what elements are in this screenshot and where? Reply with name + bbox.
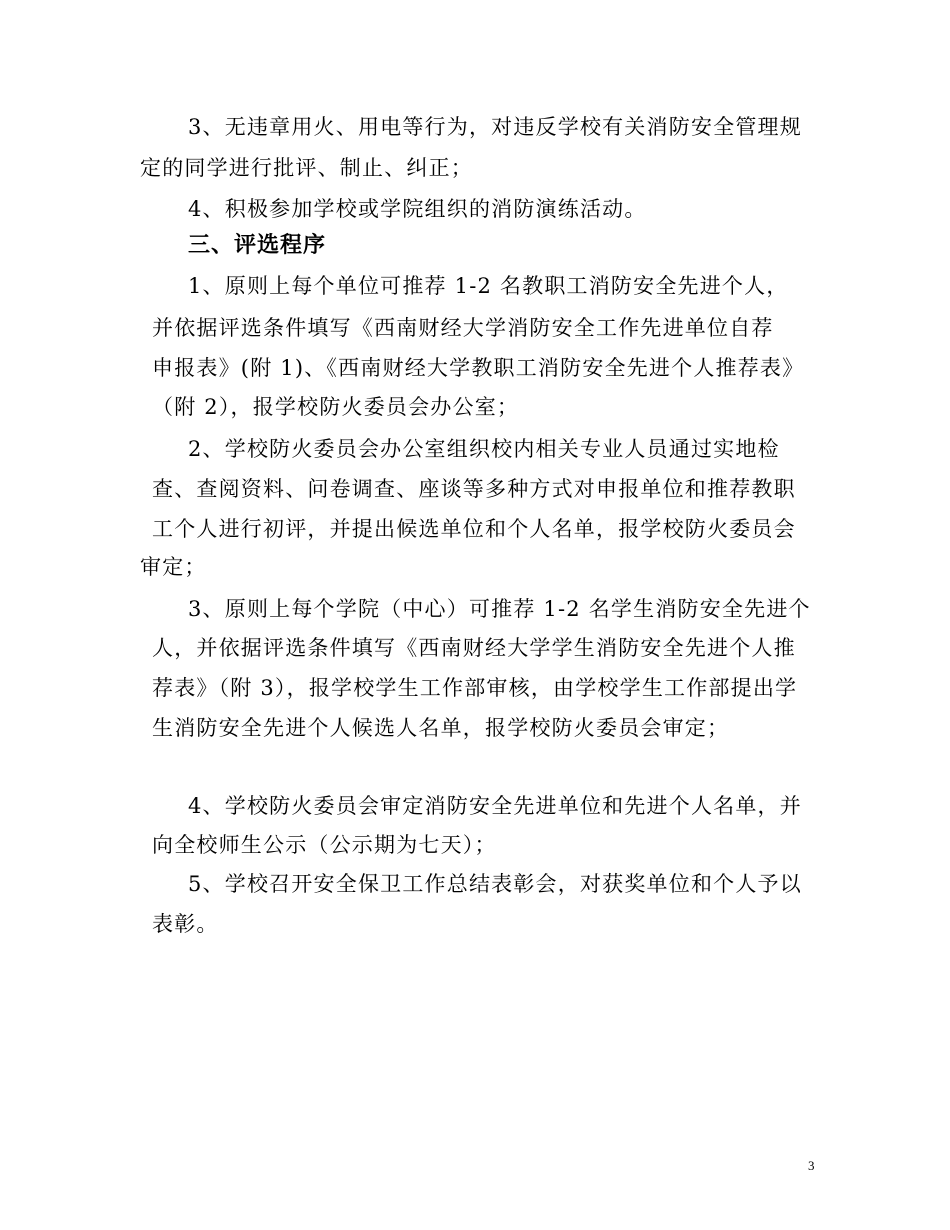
step-5-line-2: 表彰。 (152, 912, 219, 936)
paragraph-item-4: 4、积极参加学校或学院组织的消防演练活动。 (188, 197, 647, 221)
paragraph-item-3-line-2: 定的同学进行批评、制止、纠正； (140, 156, 473, 180)
step-1-line-1: 1、原则上每个单位可推荐 1-2 名教职工消防安全先进个人， (188, 274, 789, 298)
step-4-line-2: 向全校师生公示（公示期为七天）； (152, 833, 497, 857)
step-1-line-3: 申报表》(附 1)、《西南财经大学教职工消防安全先进个人推荐表》 (152, 356, 805, 380)
section-heading: 三、评选程序 (188, 233, 327, 258)
paragraph-item-3-line-1: 3、无违章用火、用电等行为，对违反学校有关消防安全管理规 (188, 115, 802, 139)
step-1-line-2: 并依据评选条件填写《西南财经大学消防安全工作先进单位自荐 (152, 316, 774, 340)
step-5-line-1: 5、学校召开安全保卫工作总结表彰会，对获奖单位和个人予以 (188, 872, 802, 896)
step-4-line-1: 4、学校防火委员会审定消防安全先进单位和先进个人名单，并 (188, 794, 802, 818)
step-3-line-3: 荐表》（附 3），报学校学生工作部审核，由学校学生工作部提出学 (152, 676, 798, 700)
step-2-line-2: 查、查阅资料、问卷调查、座谈等多种方式对申报单位和推荐教职 (152, 477, 796, 501)
page-number: 3 (808, 1158, 815, 1173)
step-3-line-4: 生消防安全先进个人候选人名单，报学校防火委员会审定； (152, 716, 730, 740)
step-1-line-4: （附 2），报学校防火委员会办公室； (152, 395, 520, 419)
step-2-line-4: 审定； (140, 555, 207, 579)
step-2-line-1: 2、学校防火委员会办公室组织校内相关专业人员通过实地检 (188, 437, 780, 461)
step-3-line-1: 3、原则上每个学院（中心）可推荐 1-2 名学生消防安全先进个 (188, 597, 811, 621)
step-3-line-2: 人，并依据评选条件填写《西南财经大学学生消防安全先进个人推 (152, 636, 796, 660)
step-2-line-3: 工个人进行初评，并提出候选单位和个人名单，报学校防火委员会 (152, 517, 796, 541)
